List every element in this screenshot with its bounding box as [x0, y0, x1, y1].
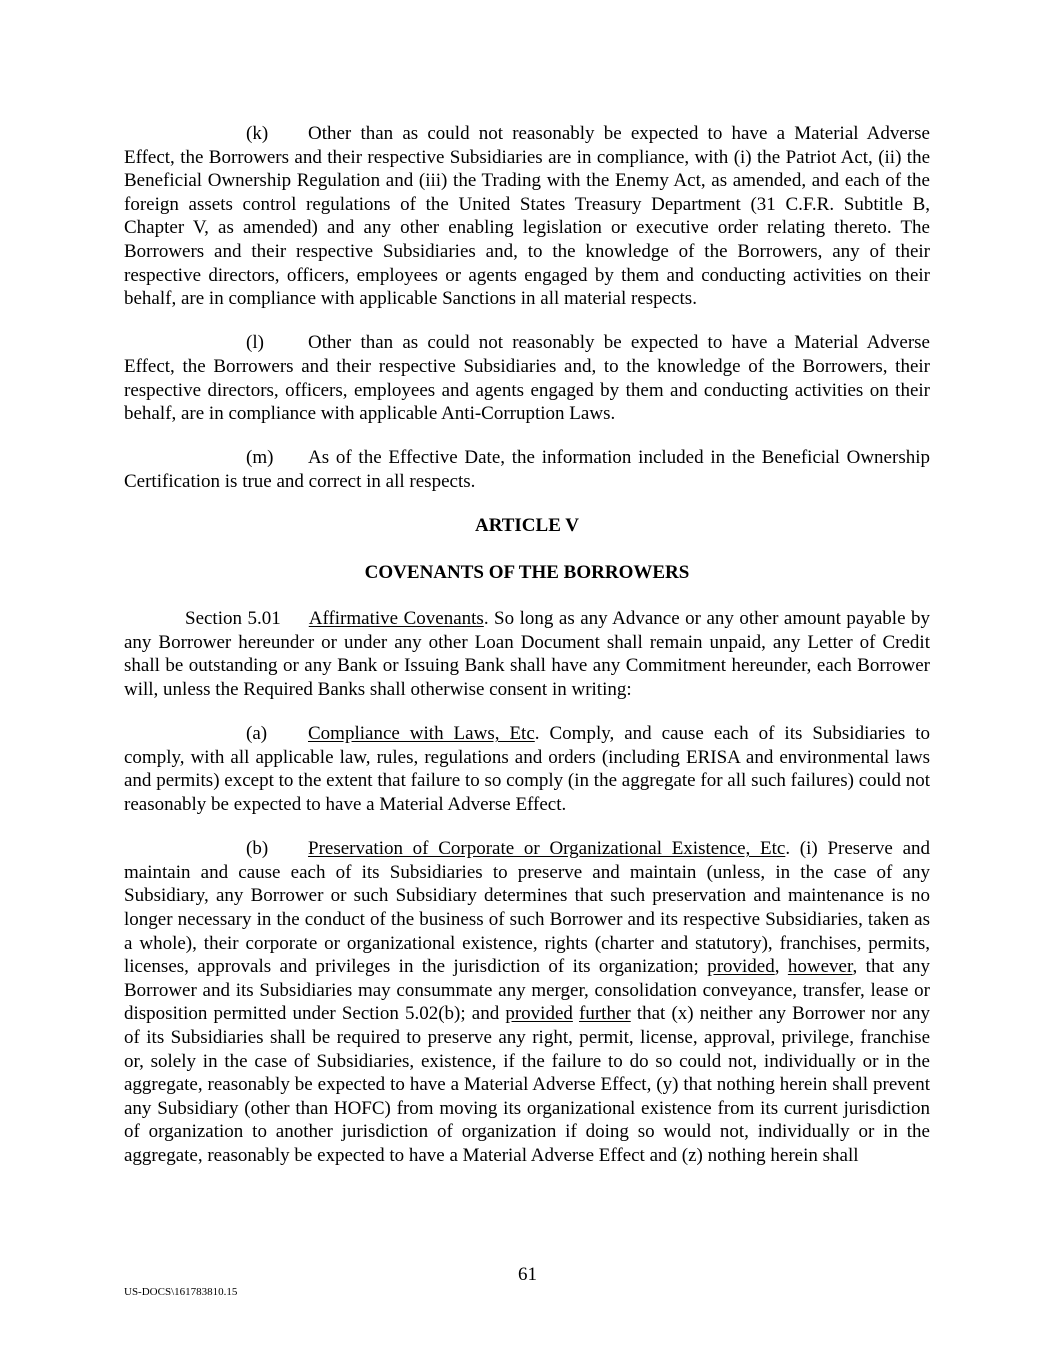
clause-text: . (i) Preserve and maintain and cause each of its Subsidiaries to preserve and maintain (unless, in the case of any Subsidiary, any Borrower or such Subsidiary determines that such preservation and maintenance is no longer necessary in the conduct of the business of such Borrower and its respective Subsidiaries, taken as a whole), their corporate or organizational existence, rights (charter and statutory), franchises, permits, licenses, approvals and privileges in the jurisdiction of its organization;	[124, 838, 931, 978]
section-5-01	[124, 607, 930, 701]
section-number: Section 5.01	[185, 608, 281, 630]
paragraph-k	[124, 122, 930, 311]
provided-term: provided	[505, 1003, 573, 1025]
enum-label: (b)	[246, 838, 269, 860]
clause-heading: Compliance with Laws, Etc	[308, 723, 535, 745]
article-title: COVENANTS OF THE BORROWERS	[364, 561, 690, 583]
enum-label: (m)	[246, 447, 274, 469]
clause-text: that (x) neither any Borrower nor any of its Subsidiaries shall be required to preserve any right, permit, license, approval, privilege, franchise or, solely in the case of Subsidiaries, existence, if the failure to do so could not, individually or in the aggregate, reasonably be expected to have a Material Adverse Effect, (y) that nothing herein shall prevent any Subsidiary (other than HOFC) from moving its organizational existence from its current jurisdiction of organization to another jurisdiction of organization if doing so would not, individually or in the aggregate, reasonably be expected to have a Material Adverse Effect and (z) nothing herein shall	[124, 1003, 930, 1166]
however-term: however	[787, 956, 853, 978]
further-term: further	[579, 1003, 631, 1025]
paragraph-m	[124, 446, 930, 493]
provided-term: provided	[707, 956, 775, 978]
clause-b	[124, 837, 930, 1167]
clause-text: ,	[774, 956, 788, 978]
body-text	[124, 122, 930, 1188]
enum-label: (a)	[246, 723, 268, 745]
paragraph-l	[124, 331, 930, 425]
section-text: . So long as any Advance or any other amount payable by any Borrower hereunder or under any other Loan Document shall remain unpaid, any Letter of Credit shall be outstanding or any Bank or Issuing Bank shall have any Commitment hereunder, each Borrower will, unless the Required Banks shall otherwise consent in writing:	[124, 608, 930, 701]
section-heading: Affirmative Covenants	[308, 608, 484, 630]
enum-label: (k)	[246, 123, 269, 144]
clause-a	[124, 722, 930, 816]
paragraph-text: As of the Effective Date, the information included in the Beneficial Ownership Certification is true and correct in all respects.	[124, 447, 930, 492]
clause-heading: Preservation of Corporate or Organizational Existence, Etc	[308, 838, 786, 860]
enum-label: (l)	[246, 332, 264, 354]
page-number: 61	[518, 1264, 537, 1285]
paragraph-text: Other than as could not reasonably be expected to have a Material Adverse Effect, the Borrowers and their respective Subsidiaries and, to the knowledge of the Borrowers, their respective directors, officers, employees and agents engaged by them and conducting activities on their behalf, are in compliance with applicable Anti-Corruption Laws.	[124, 332, 930, 425]
paragraph-text: Other than as could not reasonably be expected to have a Material Adverse Effect, the Borrowers and their respective Subsidiaries are in compliance, with (i) the Patriot Act, (ii) the Beneficial Ownership Regulation and (iii) the Trading with the Enemy Act, as amended, and each of the foreign assets control regulations of the United States Treasury Department (31 C.F.R. Subtitle B, Chapter V, as amended) and any other enabling legislation or executive order relating thereto. The Borrowers and their respective Subsidiaries and, to the knowledge of the Borrowers, any of their respective directors, officers, employees or agents engaged by them and conducting activities on their behalf, are in compliance with applicable Sanctions in all material respects.	[124, 123, 930, 310]
article-number: ARTICLE V	[474, 515, 580, 537]
document-id: US-DOCS\161783810.15	[124, 1286, 238, 1298]
clause-text: . Comply, and cause each of its Subsidiaries to comply, with all applicable law, rules, regulations and orders (including ERISA and environmental laws and permits) except to the extent that failure to so comply (in the aggregate for all such failures) could not reasonably be expected to have a Material Adverse Effect.	[124, 723, 930, 816]
clause-text: , that any Borrower and its Subsidiaries may consummate any merger, consolidation conveyance, transfer, lease or disposition permitted under Section 5.02(b); and	[124, 956, 930, 1025]
